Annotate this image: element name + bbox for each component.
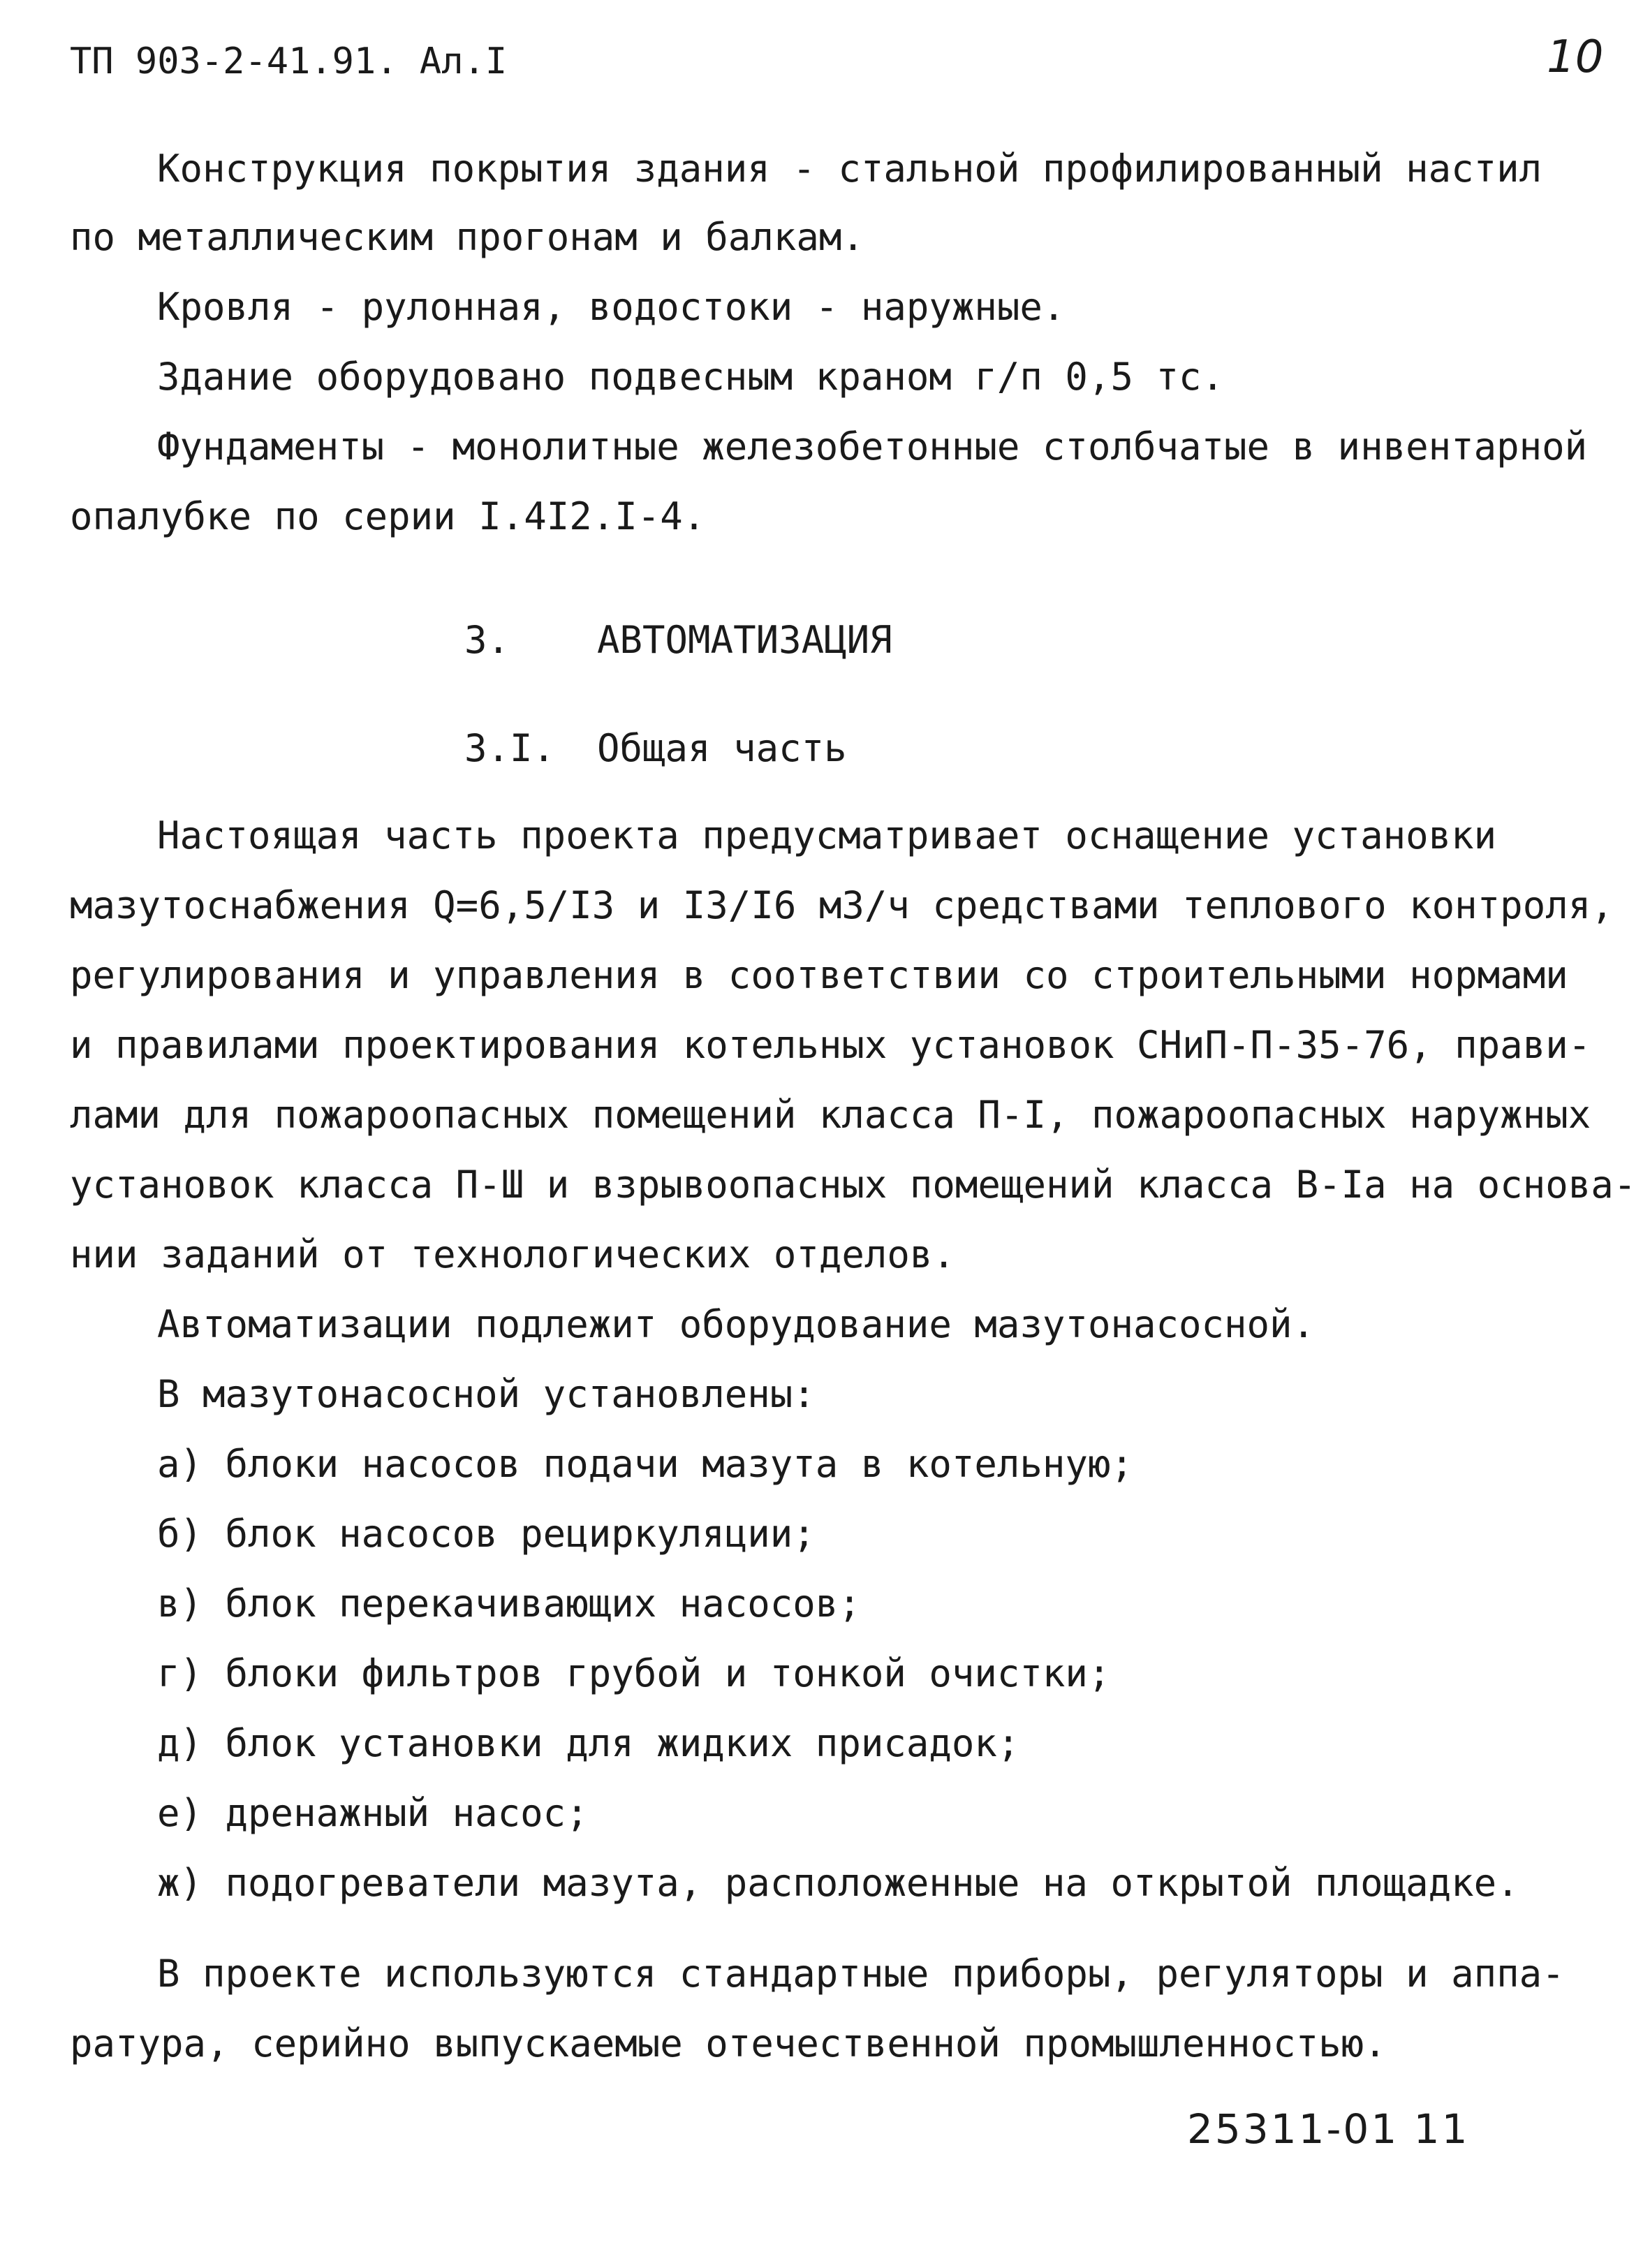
general-line: установок класса П-Ш и взрывоопасных помещений класса В-Iа на основа- — [70, 1163, 1637, 1207]
general-line: В мазутонасосной установлены: — [157, 1372, 816, 1416]
general-line: регулирования и управления в соответствии со строительными нормами — [70, 953, 1568, 997]
equipment-item: ж) подогреватели мазута, расположенные на открытой площадке. — [157, 1861, 1519, 1905]
inventory-stamp: 25311-01 11 — [1187, 2105, 1470, 2153]
general-line: Автоматизации подлежит оборудование мазутонасосной. — [157, 1302, 1316, 1346]
construction-line: Кровля - рулонная, водостоки - наружные. — [157, 285, 1066, 329]
section-title: АВТОМАТИЗАЦИЯ — [597, 618, 892, 662]
equipment-item: в) блок перекачивающих насосов; — [157, 1582, 861, 1626]
general-line: мазутоснабжения Q=6,5/I3 и I3/I6 м3/ч средствами теплового контроля, — [70, 883, 1614, 927]
construction-line: Конструкция покрытия здания - стальной профилированный настил — [157, 147, 1542, 191]
equipment-item: г) блоки фильтров грубой и тонкой очистки; — [157, 1651, 1111, 1695]
page-number: 10 — [1547, 31, 1604, 83]
construction-line: Здание оборудовано подвесным краном г/п 0,5 тс. — [157, 355, 1225, 399]
equipment-item: д) блок установки для жидких присадок; — [157, 1721, 1020, 1765]
closing-line: В проекте используются стандартные приборы, регуляторы и аппа- — [157, 1952, 1565, 1996]
section-number: 3. — [464, 618, 510, 662]
subsection-number: 3.I. — [464, 726, 556, 770]
subsection-title: Общая часть — [597, 726, 847, 770]
equipment-item: е) дренажный насос; — [157, 1791, 589, 1835]
general-line: Настоящая часть проекта предусматривает оснащение установки — [157, 813, 1497, 857]
construction-line: по металлическим прогонам и балкам. — [70, 215, 864, 259]
construction-line: опалубке по серии I.4I2.I-4. — [70, 494, 706, 538]
construction-line: Фундаменты - монолитные железобетонные столбчатые в инвентарной — [157, 425, 1588, 469]
document-code: ТП 903-2-41.91. Ал.I — [70, 40, 508, 82]
general-line: лами для пожароопасных помещений класса П-I, пожароопасных наружных — [70, 1093, 1591, 1137]
equipment-item: а) блоки насосов подачи мазута в котельную; — [157, 1442, 1133, 1486]
general-line: и правилами проектирования котельных установок СНиП-П-35-76, прави- — [70, 1023, 1591, 1067]
closing-line: ратура, серийно выпускаемые отечественной промышленностью. — [70, 2022, 1387, 2066]
equipment-item: б) блок насосов рециркуляции; — [157, 1512, 816, 1556]
general-line: нии заданий от технологических отделов. — [70, 1232, 955, 1276]
